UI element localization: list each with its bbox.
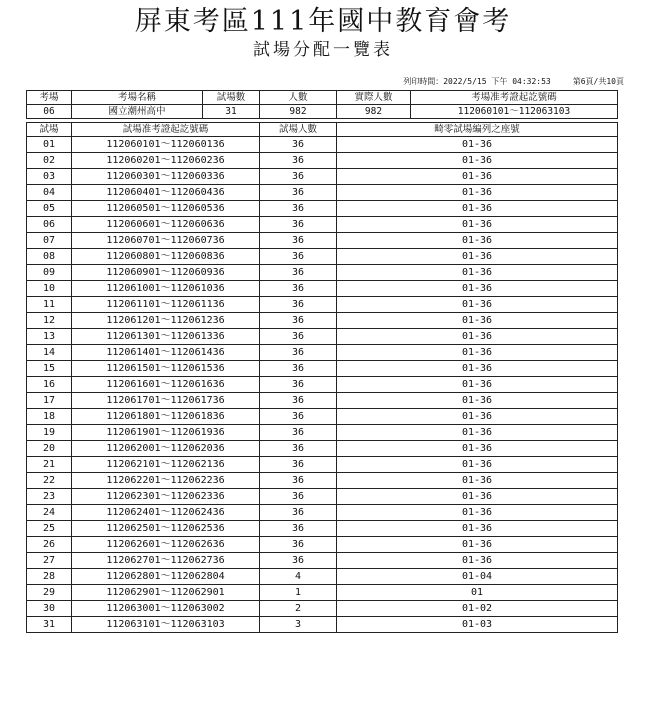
- room-number: 26: [27, 537, 72, 553]
- room-headcount: 36: [260, 233, 337, 249]
- room-seat-numbers: 01-36: [337, 457, 618, 473]
- room-id-range: 112062201～112062236: [72, 473, 260, 489]
- table-row: [27, 473, 618, 489]
- room-number: 24: [27, 505, 72, 521]
- room-number: 28: [27, 569, 72, 585]
- table-row: [27, 617, 618, 633]
- table-row: [27, 313, 618, 329]
- room-id-range: 112060901～112060936: [72, 265, 260, 281]
- summary-room-count: 31: [203, 105, 260, 119]
- room-headcount: 36: [260, 297, 337, 313]
- room-seat-numbers: 01-36: [337, 361, 618, 377]
- room-number: 09: [27, 265, 72, 281]
- room-seat-numbers: 01-36: [337, 201, 618, 217]
- summary-header-cell: 人數: [260, 91, 337, 105]
- room-seat-numbers: 01-36: [337, 425, 618, 441]
- room-header-cell: 試場: [27, 123, 72, 137]
- table-row: [27, 329, 618, 345]
- room-seat-numbers: 01-36: [337, 281, 618, 297]
- table-row: [27, 201, 618, 217]
- document-title: 屏東考區111年國中教育會考: [134, 6, 512, 37]
- room-headcount: 36: [260, 425, 337, 441]
- room-headcount: 1: [260, 585, 337, 601]
- room-seat-numbers: 01-36: [337, 153, 618, 169]
- page-info: 第6頁/共10頁: [572, 77, 624, 86]
- room-seat-numbers: 01-36: [337, 489, 618, 505]
- room-headcount: 36: [260, 345, 337, 361]
- room-id-range: 112061601～112061636: [72, 377, 260, 393]
- room-seat-numbers: 01-36: [337, 297, 618, 313]
- room-seat-numbers: 01-03: [337, 617, 618, 633]
- table-row: [27, 553, 618, 569]
- table-row: [27, 489, 618, 505]
- table-row: [27, 601, 618, 617]
- room-number: 30: [27, 601, 72, 617]
- print-time: 列印時間：2022/5/15 下午 04:32:53: [403, 77, 551, 86]
- table-row: [27, 233, 618, 249]
- document-subtitle: 試場分配一覽表: [253, 40, 393, 60]
- room-headcount: 36: [260, 457, 337, 473]
- table-row: [27, 361, 618, 377]
- room-id-range: 112061201～112061236: [72, 313, 260, 329]
- summary-header-cell: 考場: [27, 91, 72, 105]
- room-number: 29: [27, 585, 72, 601]
- room-number: 19: [27, 425, 72, 441]
- room-number: 21: [27, 457, 72, 473]
- room-headcount: 36: [260, 489, 337, 505]
- room-allocation-table: [26, 122, 618, 633]
- room-seat-numbers: 01: [337, 585, 618, 601]
- room-header-row: [27, 123, 618, 137]
- room-headcount: 3: [260, 617, 337, 633]
- table-row: [27, 393, 618, 409]
- table-row: [27, 137, 618, 153]
- room-number: 22: [27, 473, 72, 489]
- room-id-range: 112060101～112060136: [72, 137, 260, 153]
- room-number: 11: [27, 297, 72, 313]
- room-number: 18: [27, 409, 72, 425]
- room-id-range: 112062801～112062804: [72, 569, 260, 585]
- room-headcount: 36: [260, 473, 337, 489]
- room-seat-numbers: 01-36: [337, 537, 618, 553]
- room-headcount: 36: [260, 553, 337, 569]
- summary-headcount: 982: [260, 105, 337, 119]
- room-headcount: 36: [260, 393, 337, 409]
- room-seat-numbers: 01-36: [337, 233, 618, 249]
- room-seat-numbers: 01-36: [337, 521, 618, 537]
- summary-header-cell: 實際人數: [337, 91, 411, 105]
- room-headcount: 36: [260, 201, 337, 217]
- room-id-range: 112062101～112062136: [72, 457, 260, 473]
- room-id-range: 112061301～112061336: [72, 329, 260, 345]
- room-id-range: 112062501～112062536: [72, 521, 260, 537]
- room-id-range: 112061701～112061736: [72, 393, 260, 409]
- room-id-range: 112060701～112060736: [72, 233, 260, 249]
- room-number: 03: [27, 169, 72, 185]
- table-row: [27, 537, 618, 553]
- table-row: [27, 569, 618, 585]
- room-number: 01: [27, 137, 72, 153]
- room-header-cell: 試場准考證起訖號碼: [72, 123, 260, 137]
- room-seat-numbers: 01-36: [337, 505, 618, 521]
- room-id-range: 112062301～112062336: [72, 489, 260, 505]
- room-seat-numbers: 01-36: [337, 249, 618, 265]
- table-row: [27, 153, 618, 169]
- room-id-range: 112061501～112061536: [72, 361, 260, 377]
- room-headcount: 36: [260, 185, 337, 201]
- room-seat-numbers: 01-36: [337, 377, 618, 393]
- room-number: 02: [27, 153, 72, 169]
- room-headcount: 36: [260, 537, 337, 553]
- room-id-range: 112061001～112061036: [72, 281, 260, 297]
- room-id-range: 112060801～112060836: [72, 249, 260, 265]
- room-number: 23: [27, 489, 72, 505]
- room-id-range: 112060501～112060536: [72, 201, 260, 217]
- room-seat-numbers: 01-36: [337, 137, 618, 153]
- room-number: 06: [27, 217, 72, 233]
- room-headcount: 36: [260, 329, 337, 345]
- room-number: 27: [27, 553, 72, 569]
- room-number: 13: [27, 329, 72, 345]
- room-id-range: 112060301～112060336: [72, 169, 260, 185]
- room-seat-numbers: 01-36: [337, 217, 618, 233]
- room-headcount: 36: [260, 409, 337, 425]
- room-number: 31: [27, 617, 72, 633]
- room-number: 15: [27, 361, 72, 377]
- table-row: [27, 185, 618, 201]
- room-headcount: 36: [260, 153, 337, 169]
- room-seat-numbers: 01-04: [337, 569, 618, 585]
- room-headcount: 36: [260, 361, 337, 377]
- summary-header-cell: 試場數: [203, 91, 260, 105]
- room-id-range: 112062001～112062036: [72, 441, 260, 457]
- room-seat-numbers: 01-36: [337, 329, 618, 345]
- room-id-range: 112061101～112061136: [72, 297, 260, 313]
- room-seat-numbers: 01-36: [337, 185, 618, 201]
- room-header-cell: 試場人數: [260, 123, 337, 137]
- room-table-body: [27, 137, 618, 633]
- table-row: [27, 169, 618, 185]
- room-number: 04: [27, 185, 72, 201]
- room-headcount: 36: [260, 217, 337, 233]
- room-id-range: 112061401～112061436: [72, 345, 260, 361]
- room-id-range: 112062701～112062736: [72, 553, 260, 569]
- summary-value-row: [27, 105, 618, 119]
- room-headcount: 36: [260, 137, 337, 153]
- print-meta: [381, 76, 624, 87]
- room-headcount: 36: [260, 281, 337, 297]
- room-number: 10: [27, 281, 72, 297]
- summary-venue-code: 06: [27, 105, 72, 119]
- table-row: [27, 521, 618, 537]
- table-row: [27, 377, 618, 393]
- summary-actual-headcount: 982: [337, 105, 411, 119]
- room-seat-numbers: 01-36: [337, 441, 618, 457]
- room-headcount: 36: [260, 265, 337, 281]
- room-headcount: 36: [260, 249, 337, 265]
- table-row: [27, 457, 618, 473]
- room-id-range: 112062401～112062436: [72, 505, 260, 521]
- room-id-range: 112063001～112063002: [72, 601, 260, 617]
- summary-header-row: [27, 91, 618, 105]
- room-seat-numbers: 01-02: [337, 601, 618, 617]
- room-header-cell: 畸零試場編列之座號: [337, 123, 618, 137]
- room-seat-numbers: 01-36: [337, 313, 618, 329]
- room-id-range: 112061901～112061936: [72, 425, 260, 441]
- table-row: [27, 505, 618, 521]
- table-row: [27, 441, 618, 457]
- room-number: 05: [27, 201, 72, 217]
- room-number: 12: [27, 313, 72, 329]
- room-id-range: 112060601～112060636: [72, 217, 260, 233]
- table-row: [27, 585, 618, 601]
- room-id-range: 112063101～112063103: [72, 617, 260, 633]
- room-seat-numbers: 01-36: [337, 265, 618, 281]
- room-number: 14: [27, 345, 72, 361]
- room-number: 08: [27, 249, 72, 265]
- table-row: [27, 265, 618, 281]
- summary-venue-name: 國立潮州高中: [72, 105, 203, 119]
- table-row: [27, 409, 618, 425]
- room-id-range: 112062901～112062901: [72, 585, 260, 601]
- room-id-range: 112061801～112061836: [72, 409, 260, 425]
- room-headcount: 36: [260, 505, 337, 521]
- summary-header-cell: 考場名稱: [72, 91, 203, 105]
- room-headcount: 36: [260, 521, 337, 537]
- room-headcount: 36: [260, 441, 337, 457]
- room-seat-numbers: 01-36: [337, 553, 618, 569]
- room-number: 25: [27, 521, 72, 537]
- table-row: [27, 217, 618, 233]
- room-id-range: 112060201～112060236: [72, 153, 260, 169]
- venue-summary-table: [26, 90, 618, 119]
- table-row: [27, 425, 618, 441]
- room-headcount: 36: [260, 377, 337, 393]
- room-number: 17: [27, 393, 72, 409]
- summary-header-cell: 考場准考證起訖號碼: [411, 91, 618, 105]
- table-row: [27, 249, 618, 265]
- table-row: [27, 281, 618, 297]
- summary-id-range: 112060101～112063103: [411, 105, 618, 119]
- room-headcount: 36: [260, 169, 337, 185]
- room-number: 16: [27, 377, 72, 393]
- room-number: 20: [27, 441, 72, 457]
- room-headcount: 36: [260, 313, 337, 329]
- room-seat-numbers: 01-36: [337, 393, 618, 409]
- room-seat-numbers: 01-36: [337, 473, 618, 489]
- table-row: [27, 297, 618, 313]
- room-headcount: 2: [260, 601, 337, 617]
- room-number: 07: [27, 233, 72, 249]
- room-headcount: 4: [260, 569, 337, 585]
- room-id-range: 112060401～112060436: [72, 185, 260, 201]
- room-seat-numbers: 01-36: [337, 409, 618, 425]
- room-id-range: 112062601～112062636: [72, 537, 260, 553]
- room-seat-numbers: 01-36: [337, 169, 618, 185]
- table-row: [27, 345, 618, 361]
- room-seat-numbers: 01-36: [337, 345, 618, 361]
